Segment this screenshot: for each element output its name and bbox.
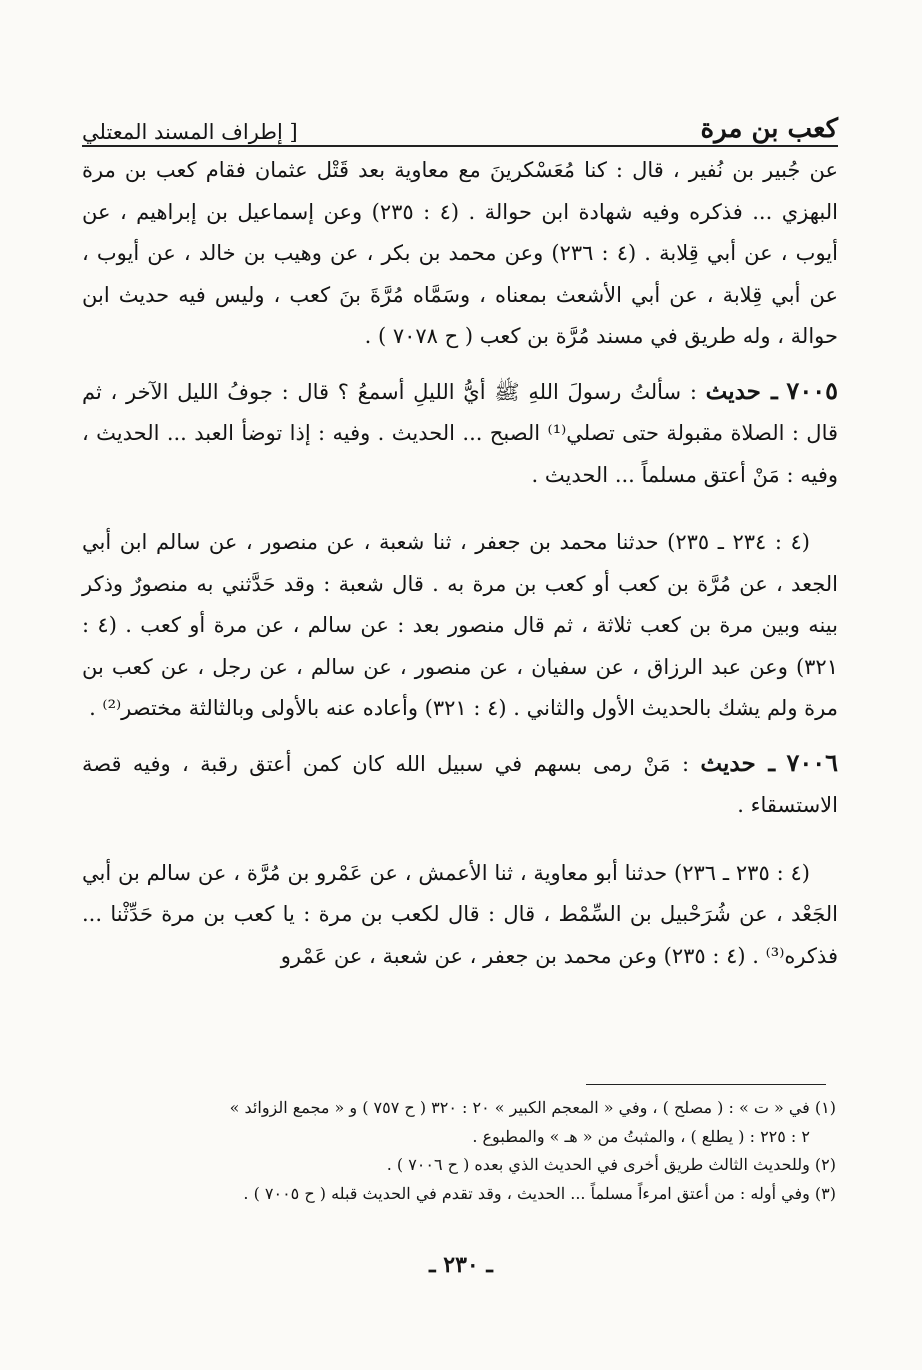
page-number: ـ ٢٣٠ ـ [429,1252,493,1278]
footnote-2: (٢) وللحديث الثالث طريق أخرى في الحديث الذي بعده ( ح ٧٠٠٦ ) . [386,1155,836,1174]
chapter-title: كعب بن مرة [700,114,838,144]
hadith-label: حديث [700,749,756,777]
footnote-rule [586,1084,826,1085]
paragraph-continuation: عن جُبير بن نُفير ، قال : كنا مُعَسْكرينَ مع معاوية بعد قَتْل عثمان فقام كعب بن مرة البهزي ... فذكره وفيه شهادة ابن حوالة . (٤ : ٢٣٥) وعن إسماعيل بن إبراهيم ، عن أيوب ، عن أبي قِلابة . (٤ : ٢٣٦) وعن محمد بن بكر ، عن وهيب بن خالد ، عن أيوب ، عن أبي قِلابة ، عن أبي الأشعث بمعناه ، وسَمَّاه مُرَّةَ بنَ كعب ، وليس فيه حديث ابن حوالة ، وله طريق في مسند مُرَّة بن كعب ( ح ٧٠٧٨ ) . [82,158,838,348]
footnote-1-continuation: ٢ : ٢٢٥ : ( يطلع ) ، والمثبتُ من « هـ » والمطبوع . [472,1126,810,1146]
hadith-text: مَنْ رمى بسهم في سبيل الله كان كمن أعتق رقبة ، وفيه قصة الاستسقاء . [82,751,838,817]
footnotes [82,1094,836,1208]
hadith-number: ٧٠٠٦ [786,747,838,777]
isnad-paragraph: (٤ : ٢٣٥ ـ ٢٣٦) حدثنا أبو معاوية ، ثنا الأعمش ، عن عَمْرو بن مُرَّة ، عن سالم بن أبي الجَعْد ، عن شُرَحْبيل بن السِّمْط ، قال : قال لكعب بن مرة : يا كعب بن مرة حَدِّثْنا ... فذكره⁽³⁾ . (٤ : ٢٣٥) وعن محمد بن جعفر ، عن شعبة ، عن عَمْرو [82,860,838,968]
footnote-1: (١) في « ت » : ( مصلح ) ، وفي « المعجم الكبير » ٢٠ : ٣٢٠ ( ح ٧٥٧ ) و « مجمع الزوائد » [229,1098,836,1117]
hadith-number: ٧٠٠٥ [786,375,838,405]
running-header [82,98,838,144]
footnote-3: (٣) وفي أوله : من أعتق امرءاً مسلماً ... الحديث ، وقد تقدم في الحديث قبله ( ح ٧٠٠٥ ) . [243,1183,836,1203]
isnad-paragraph: (٤ : ٢٣٤ ـ ٢٣٥) حدثنا محمد بن جعفر ، ثنا شعبة ، عن منصور ، عن سالم ابن أبي الجعد ، عن مُرَّة بن كعب أو كعب بن مرة به . قال شعبة : وقد حَدَّثني به منصورٌ وذكر بينه وبين مرة بن كعب ثلاثة ، ثم قال منصور بعد : عن سالم ، عن مرة أو كعب . (٤ : ٣٢١) وعن عبد الرزاق ، عن سفيان ، عن منصور ، عن سالم ، عن رجل ، عن كعب بن مرة ولم يشك بالحديث الأول والثاني . (٤ : ٣٢١) وأعاده عنه بالأولى وبالثالثة مختصر⁽²⁾ . [82,530,838,720]
hadith-text: سألتُ رسولَ اللهِ ﷺ أيُّ الليلِ أسمعُ ؟ قال : جوفُ الليل الآخر ، ثم قال : الصلاة مقبولة حتى تصلي⁽¹⁾ الصبح ... الحديث . وفيه : إذا توضأ العبد ... الحديث ، وفيه : مَنْ أعتق مسلماً ... الحديث . [82,379,839,487]
hadith-entry-7006: ٧٠٠٦ ـ حديث : مَنْ رمى بسهم في سبيل الله كان كمن أعتق رقبة ، وفيه قصة الاستسقاء . [82,747,838,817]
hadith-entry-7005: ٧٠٠٥ ـ حديث : سألتُ رسولَ اللهِ ﷺ أيُّ الليلِ أسمعُ ؟ قال : جوفُ الليل الآخر ، ثم قال : الصلاة مقبولة حتى تصلي⁽¹⁾ الصبح ... الحديث . وفيه : إذا توضأ العبد ... الحديث ، وفيه : مَنْ أعتق مسلماً ... الحديث . [82,375,839,487]
header-rule [82,145,838,147]
book-title: [ إطراف المسند المعتلي [82,120,298,144]
hadith-label: حديث [705,377,761,405]
main-text [82,150,838,977]
